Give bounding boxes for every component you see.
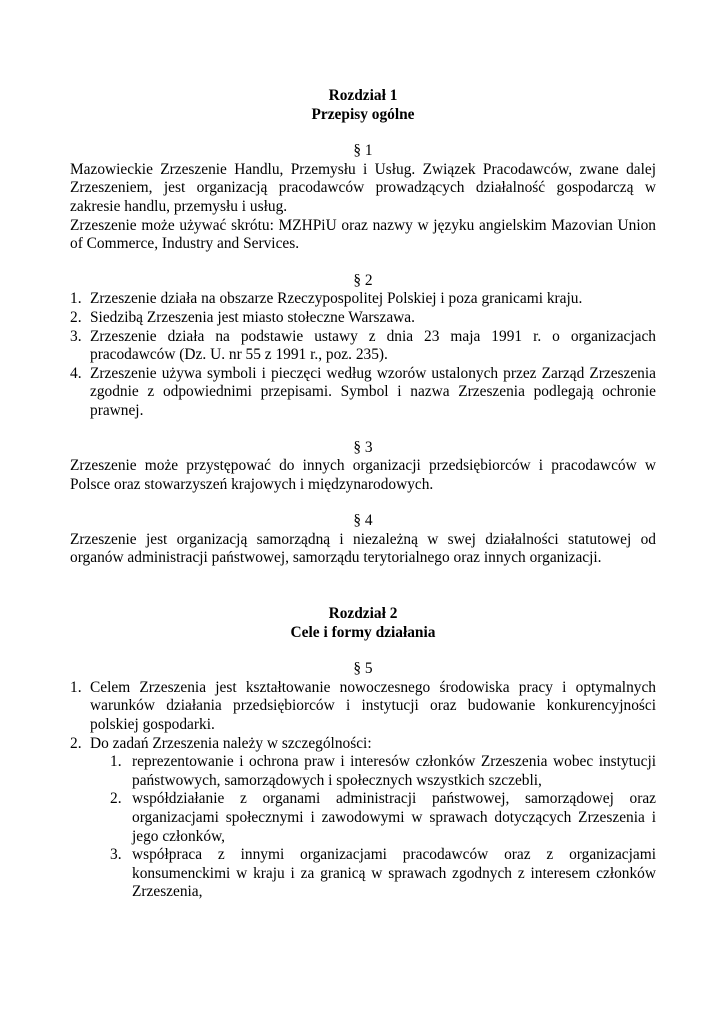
list-item-text: Zrzeszenie działa na obszarze Rzeczypospolitej Polskiej i poza granicami kraju. (90, 290, 583, 308)
chapter-2-subtitle: Cele i formy działania (290, 623, 436, 641)
list-item-number: 2. (70, 734, 82, 752)
list-item (70, 328, 656, 365)
list-item-text: Siedzibą Zrzeszenia jest miasto stołeczne Warszawa. (90, 308, 415, 326)
sub-list-item-number: 2. (110, 790, 122, 808)
sub-list-item-number: 1. (110, 753, 122, 771)
list-item (70, 290, 656, 309)
list-item (70, 309, 656, 328)
section-5-sublist (110, 753, 656, 902)
list-item-number: 1. (70, 290, 82, 308)
section-5-mark: § 5 (353, 660, 373, 678)
sub-list-item-text: współpraca z innymi organizacjami pracodawców oraz z organizacjami konsumenckimi w kraju i za granicą w sprawach zgodnych z interesem członków Zrzeszenia, (132, 846, 656, 901)
list-item-number: 4. (70, 364, 82, 382)
section-2-list (70, 290, 656, 420)
section-1-paragraph-1: Mazowieckie Zrzeszenie Handlu, Przemysłu i Usług. Związek Pracodawców, zwane dalej Zrzeszeniem, jest organizacją pracodawców prowadzących działalność gospodarczą w zakresie handlu, przemysłu i usług. (70, 160, 656, 215)
sub-list-item (110, 753, 656, 790)
section-1-mark: § 1 (353, 142, 373, 160)
sub-list-item-text: współdziałanie z organami administracji państwowej, samorządowej oraz organizacjami społecznymi i zawodowymi w sprawach dotyczących Zrzeszenia i jego członków, (132, 790, 656, 845)
list-item-text: Do zadań Zrzeszenia należy w szczególności: (90, 734, 372, 752)
section-2-mark: § 2 (353, 271, 373, 289)
chapter-1-title: Rozdział 1 (328, 87, 398, 104)
list-item-text: Celem Zrzeszenia jest kształtowanie nowoczesnego środowiska pracy i optymalnych warunków działania przedsiębiorców i instytucji oraz budowanie konkurencyjności polskiej gospodarki. (90, 678, 656, 734)
section-5-list (70, 679, 656, 902)
sub-list-item-text: reprezentowanie i ochrona praw i interesów członków Zrzeszenia wobec instytucji państwowych, samorządowych i społecznych wszystkich szczebli, (132, 753, 656, 789)
list-item (70, 365, 656, 421)
list-item (70, 679, 656, 735)
section-4-mark: § 4 (353, 512, 373, 530)
list-item-text: Zrzeszenie działa na podstawie ustawy z dnia 23 maja 1991 r. o organizacjach pracodawców (Dz. U. nr 55 z 1991 r., poz. 235). (90, 327, 656, 364)
chapter-2-title: Rozdział 2 (328, 605, 398, 623)
document-page (70, 87, 656, 902)
sub-list-item-number: 3. (110, 846, 122, 864)
section-3-paragraph-1: Zrzeszenie może przystępować do innych organizacji przedsiębiorców i pracodawców w Polsce oraz stowarzyszeń krajowych i międzynarodowych. (70, 457, 656, 493)
section-4-paragraph-1: Zrzeszenie jest organizacją samorządną i niezależną w swej działalności statutowej od organów administracji państwowej, samorządu terytorialnego oraz innych organizacji. (70, 530, 656, 567)
chapter-1-subtitle: Przepisy ogólne (311, 105, 415, 123)
list-item-number: 3. (70, 327, 82, 345)
sub-list-item (110, 846, 656, 902)
list-item-number: 1. (70, 678, 82, 696)
section-3-mark: § 3 (353, 438, 373, 456)
sub-list-item (110, 790, 656, 846)
section-1-paragraph-2: Zrzeszenie może używać skrótu: MZHPiU oraz nazwy w języku angielskim Mazovian Union of Commerce, Industry and Services. (70, 216, 656, 253)
list-item-number: 2. (70, 308, 82, 326)
list-item-text: Zrzeszenie używa symboli i pieczęci według wzorów ustalonych przez Zarząd Zrzeszenia zgodnie z odpowiednimi przepisami. Symbol i nazwa Zrzeszenia podlegają ochronie prawnej. (90, 364, 656, 419)
list-item (70, 735, 656, 902)
